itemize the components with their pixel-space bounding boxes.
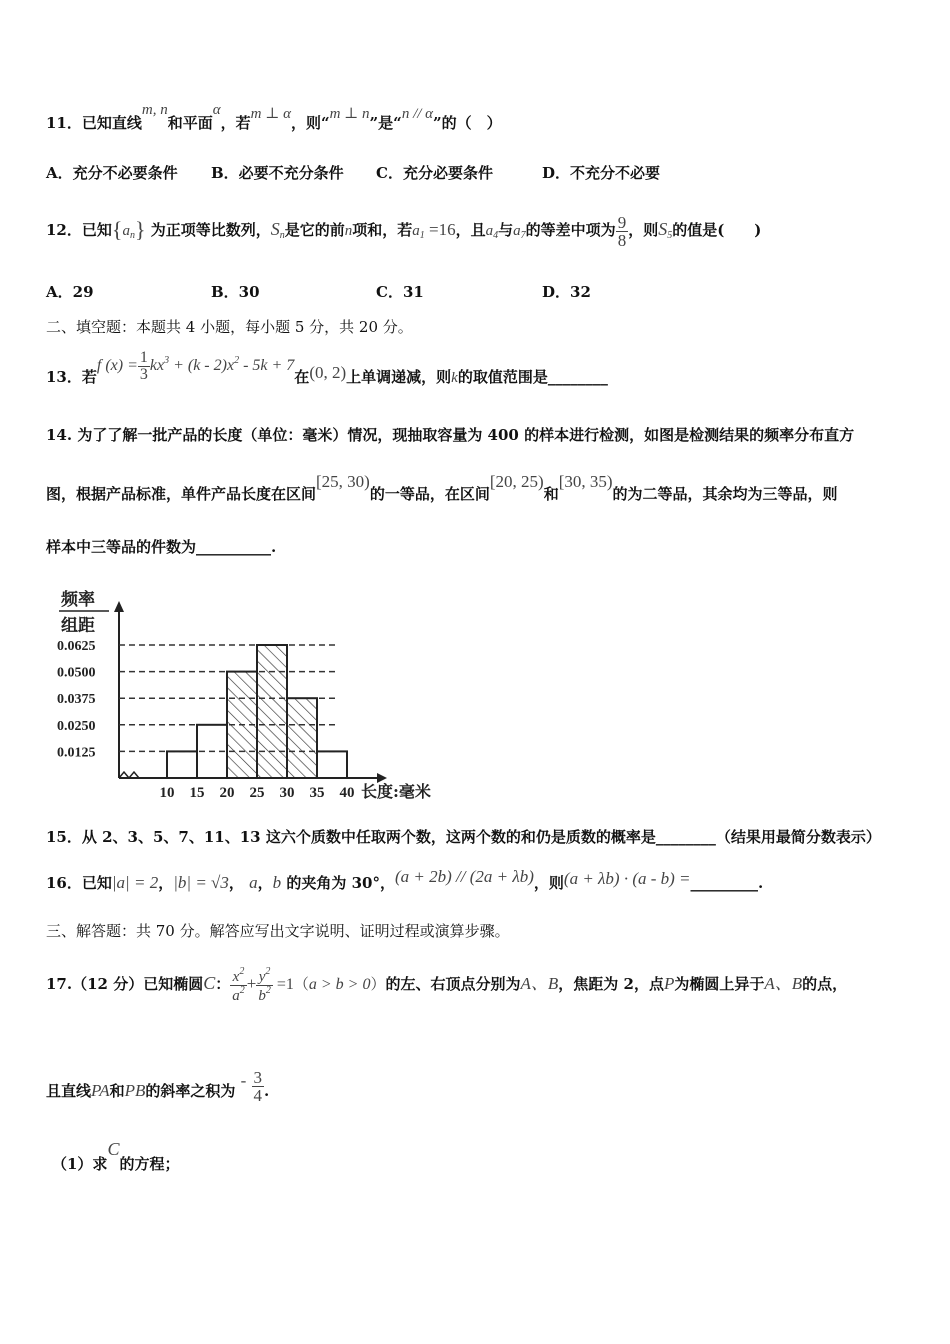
q11-choice-d: D．不充分不必要 [542, 164, 661, 182]
q13-fraction: $\frac{1}{3}$ [139, 348, 148, 383]
x-tick-label: 40 [339, 785, 355, 801]
y-tick-label: 0.0375 [57, 692, 96, 708]
q15-stem: 15．从 2、3、5、7、11、13 这六个质数中任取两个数，这两个数的和仍是质数的概率是________（结果用最简分数表示） [46, 828, 881, 846]
histogram-bar [227, 672, 257, 778]
q12-fraction: $\frac{9}{8}$ [617, 212, 627, 250]
q11-choice-a: A．充分不必要条件 [46, 164, 178, 182]
q17-y-fraction: $\frac{y^2}{b^2}$ [258, 965, 271, 1004]
histogram-chart [45, 585, 465, 810]
q14-line-2: 图，根据产品标准，单件产品长度在区间[25, 30)的一等品，在区间[20, 25)和[30, 35)的为二等品，其余均为三等品，则 [46, 472, 838, 503]
q11-stem: 11．已知直线m, n和平面α，若m ⊥ α，则“m ⊥ n”是“n // α”的（ ） [46, 102, 502, 132]
q17-sub-1: （1）求C的方程； [52, 1139, 180, 1173]
x-tick-label: 30 [279, 785, 295, 801]
section-3-heading: 三、解答题：共 70 分。解答应写出文字说明、证明过程或演算步骤。 [46, 922, 510, 940]
q12-choice-d: D．32 [542, 283, 591, 301]
q17-x-fraction: $\frac{x^2}{a^2}$ [232, 965, 245, 1004]
x-tick-label: 15 [189, 785, 205, 801]
y-axis-label-bottom: 组距 [61, 616, 95, 636]
q11-choice-b: B．必要不充分条件 [211, 164, 344, 182]
q17-line-2: 且直线PA和PB的斜率之积为 - $\frac{3}{4}$ . [46, 1067, 270, 1105]
q17-line-1: 17.（12 分）已知椭圆C： $\frac{x^2}{a^2}$ + $\frac{y^2}{b^2}$ =1（a > b > 0）的左、右顶点分别为A、B，焦距为 2，点P为椭圆上异于A、B的点， [46, 965, 848, 1004]
q16-stem: 16．已知|a| = 2，|b| = √3， a，b 的夹角为 30°，(a + 2b) // (2a + λb)，则(a + λb) · (a - b) =_________. [46, 867, 764, 892]
x-tick-label: 20 [219, 785, 235, 801]
q14-line-1: 14. 为了了解一批产品的长度（单位：毫米）情况，现抽取容量为 400 的样本进行检测，如图是检测结果的频率分布直方 [46, 426, 855, 444]
q12-choice-a: A．29 [46, 283, 94, 301]
q13-stem: 13．若f (x) = $\frac{1}{3}$ $kx^3 + (k - 2)x^2 - 5k + 7$在(0, 2)上单调递减，则k的取值范围是________ [46, 348, 608, 386]
y-axis-arrow [114, 601, 124, 612]
histogram-bar [167, 751, 197, 778]
y-tick-label: 0.0625 [57, 639, 96, 654]
q14-line-3: 样本中三等品的件数为__________. [46, 538, 277, 556]
y-tick-label: 0.0125 [57, 745, 96, 761]
x-tick-label: 35 [309, 785, 325, 801]
x-tick-label: 25 [249, 785, 265, 801]
q11-choice-c: C．充分必要条件 [376, 164, 493, 182]
y-axis-label-top: 频率 [61, 590, 95, 610]
histogram-bar [287, 698, 317, 778]
section-2-heading: 二、填空题：本题共 4 小题，每小题 5 分，共 20 分。 [46, 318, 413, 336]
y-tick-label: 0.0250 [57, 718, 96, 734]
q12-stem: 12．已知$\{a_n\}$ 为正项等比数列，$S_n$是它的前n项和，若$a_1 =16$，且$a_4$与$a_7$的等差中项为 $\frac{9}{8}$ ，则$S_5$的值是( ) [46, 212, 762, 250]
histogram-bar [257, 645, 287, 778]
q17-slope-fraction: $\frac{3}{4}$ [253, 1067, 263, 1105]
q12-choice-c: C．31 [376, 283, 424, 301]
x-axis-label: 长度:毫米 [361, 782, 431, 801]
x-tick-label: 10 [159, 785, 175, 801]
histogram-bar [317, 751, 347, 778]
q12-choice-b: B．30 [211, 283, 260, 301]
y-tick-label: 0.0500 [57, 665, 96, 681]
